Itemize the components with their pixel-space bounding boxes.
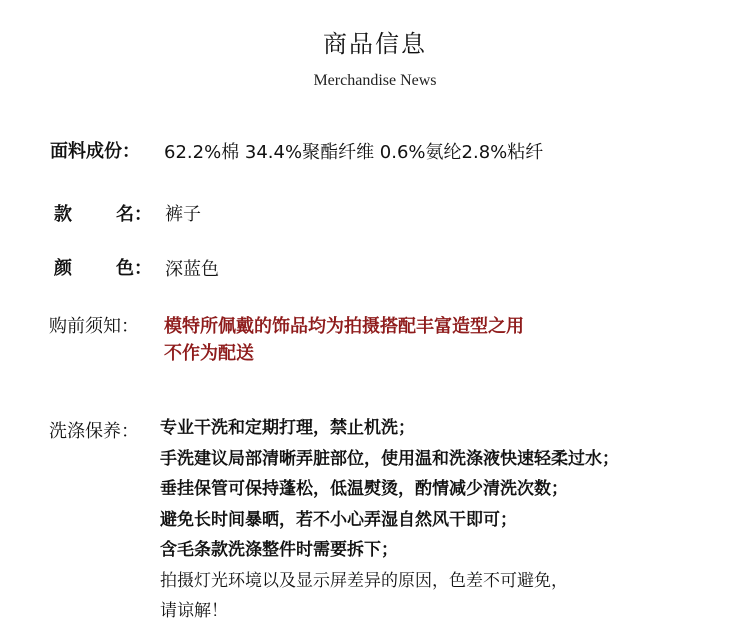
- care-label: 洗涤保养：: [49, 421, 139, 442]
- care-line: 专业干洗和定期打理，禁止机洗；: [160, 418, 415, 438]
- style-label-char-1: 款: [54, 204, 72, 225]
- color-label-char-2: 色：: [116, 258, 152, 279]
- notice-line-2: 不作为配送: [164, 343, 254, 364]
- care-line: 请谅解！: [160, 601, 228, 621]
- fabric-label: 面料成份：: [50, 141, 140, 162]
- color-value: 深蓝色: [165, 259, 219, 280]
- page-subtitle: Merchandise News: [313, 72, 437, 89]
- care-line: 垂挂保管可保持蓬松，低温熨烫，酌情减少清洗次数；: [160, 479, 568, 499]
- care-line: 拍摄灯光环境以及显示屏差异的原因，色差不可避免，: [160, 570, 568, 591]
- notice-line-1: 模特所佩戴的饰品均为拍摄搭配丰富造型之用: [164, 316, 524, 337]
- fabric-value: 62.2%棉 34.4%聚酯纤维 0.6%氨纶2.8%粘纤: [164, 142, 544, 163]
- page-title: 商品信息: [323, 30, 427, 58]
- care-line: 含毛条款洗涤整件时需要拆下；: [160, 540, 398, 560]
- style-label-char-2: 名：: [116, 204, 152, 225]
- color-label-char-1: 颜: [54, 258, 72, 279]
- care-line: 避免长时间暴晒，若不小心弄湿自然风干即可；: [160, 509, 517, 530]
- notice-label: 购前须知：: [49, 316, 139, 337]
- care-line: 手洗建议局部清晰弄脏部位，使用温和洗涤液快速轻柔过水；: [160, 448, 619, 469]
- style-value: 裤子: [165, 204, 201, 225]
- care-instructions: [160, 413, 619, 627]
